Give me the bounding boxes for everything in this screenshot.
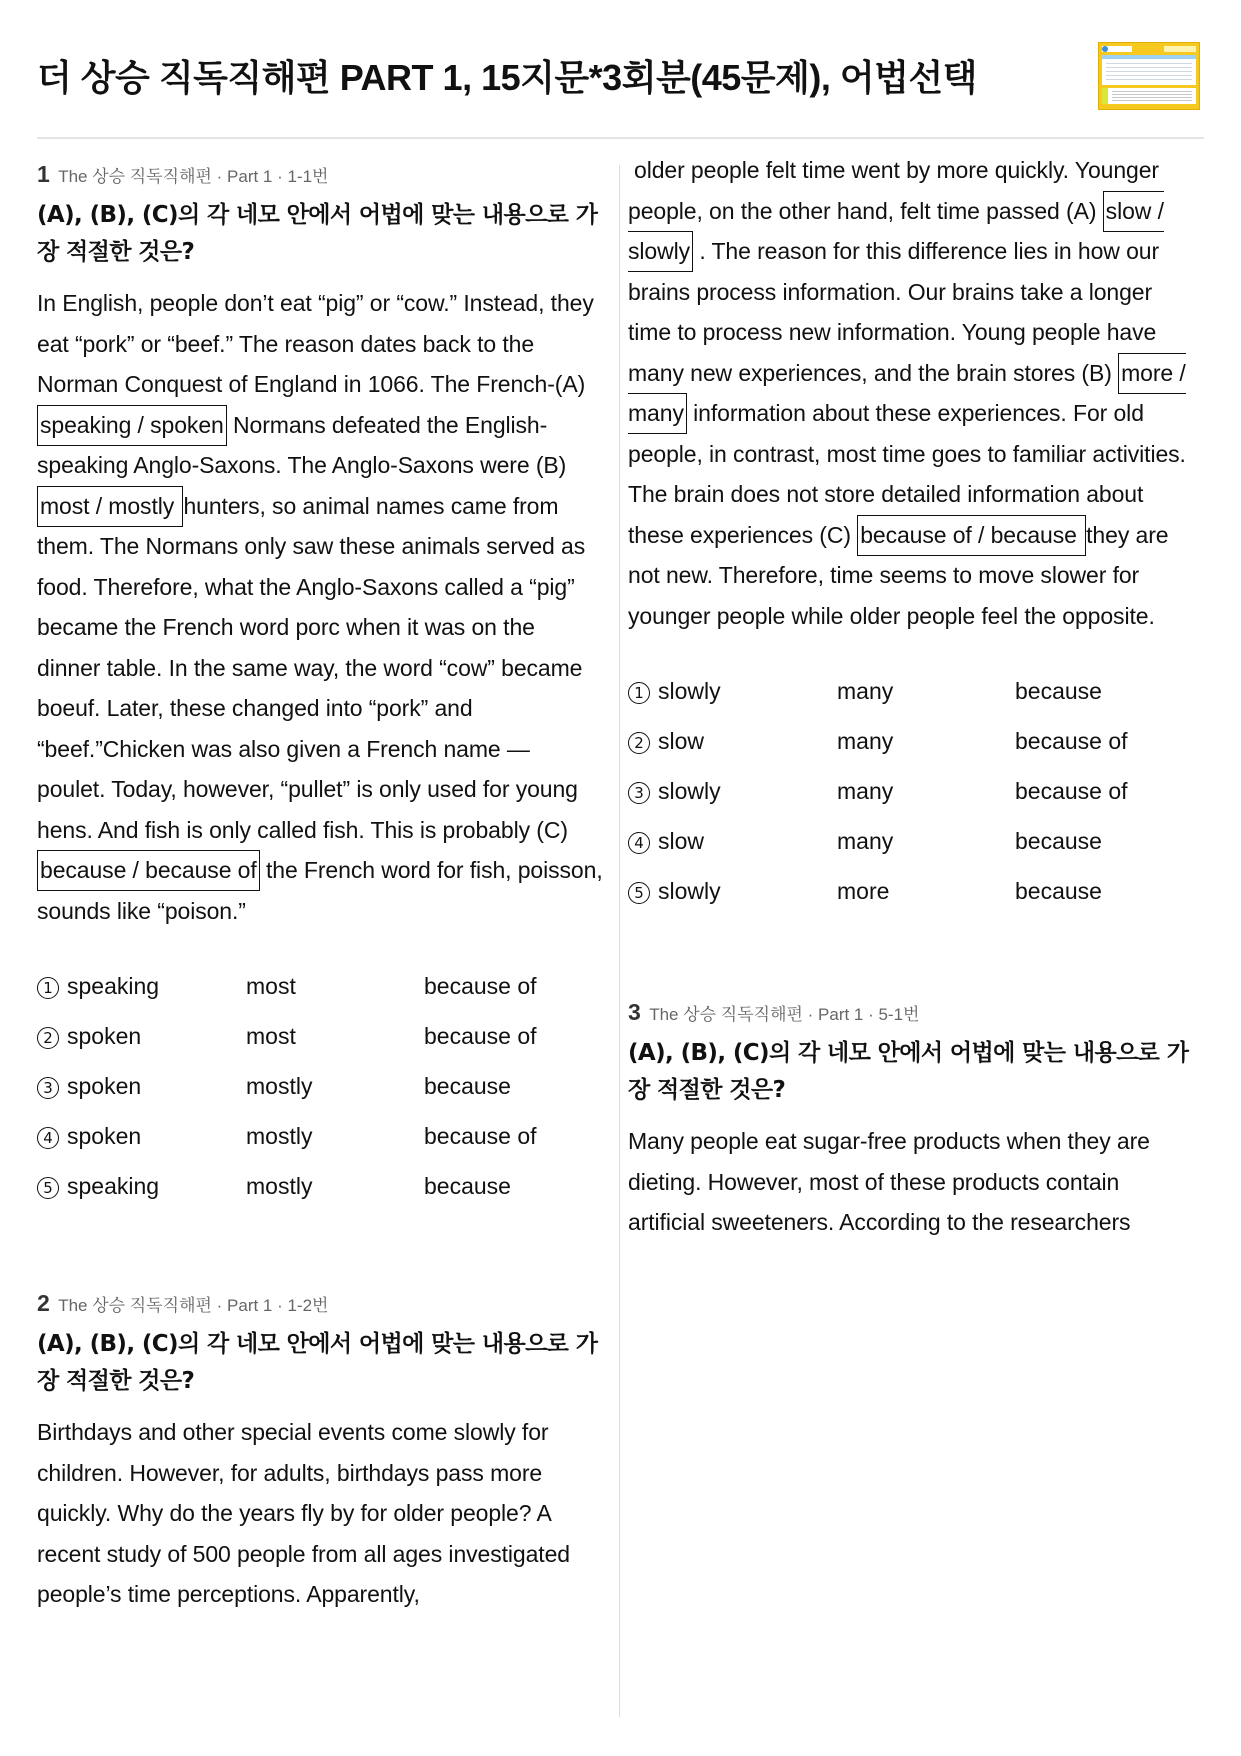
- choice-number-icon: 1: [628, 682, 650, 704]
- passage-text: In English, people don’t eat “pig” or “cow.” Instead, they eat “pork” or “beef.” The reason dates back to the Norman Conquest of England in 1066. The French-(A): [37, 290, 594, 397]
- column-divider: [619, 165, 620, 1717]
- choice-a: spoken: [67, 1072, 142, 1099]
- choice-c: because: [424, 1172, 511, 1199]
- header-divider: [37, 137, 1204, 139]
- choice-c: because of: [424, 1122, 537, 1149]
- question-source: The 상승 직독직해편 · Part 1 · 1-1번: [58, 167, 329, 186]
- passage-text: . The reason for this difference lies in how our brains process information. Our brains take a longer time to process new information. Young people have many new experiences, and the brain stores (B): [628, 238, 1160, 386]
- passage-text: hunters, so animal names came from them. The Normans only saw these animals served as food. Therefore, what the Anglo-Saxons called a “pig” became the French word porc when it was on the dinner table. In the same way, the word “cow” became boeuf. Later, these changed into “pork” and “beef.”Chicken was also given a French name — poulet. Today, however, “pullet” is only used for young hens. And fish is only called fish. This is probably (C): [37, 492, 586, 843]
- choice-option[interactable]: [37, 1011, 603, 1061]
- choice-a: slowly: [658, 777, 721, 804]
- question-3: [628, 998, 1200, 1243]
- thumbnail-table: [1102, 55, 1196, 85]
- choice-a: slowly: [658, 877, 721, 904]
- question-header: [628, 998, 1200, 1029]
- choice-number-icon: 4: [37, 1127, 59, 1149]
- blank-b-box: most / mostly: [37, 486, 183, 527]
- question-number: 1: [37, 161, 50, 187]
- choice-number-icon: 5: [628, 882, 650, 904]
- question-instruction: (A), (B), (C)의 각 네모 안에서 어법에 맞는 내용으로 가장 적절한 것은?: [37, 202, 598, 265]
- right-column: [628, 157, 1200, 1243]
- choice-b: most: [246, 1022, 296, 1049]
- blank-a-box: speaking / spoken: [37, 405, 227, 446]
- choice-option[interactable]: [37, 1111, 603, 1161]
- question-2-continued: [628, 150, 1200, 916]
- choice-b: mostly: [246, 1072, 313, 1099]
- choice-b: more: [837, 877, 890, 904]
- choice-b: many: [837, 827, 894, 854]
- choice-c: because of: [1015, 727, 1128, 754]
- choice-a: slowly: [658, 677, 721, 704]
- choice-option[interactable]: [37, 961, 603, 1011]
- choice-option[interactable]: [37, 1061, 603, 1111]
- question-passage: [628, 150, 1200, 636]
- question-passage: Birthdays and other special events come slowly for children. However, for adults, birthdays pass more quickly. Why do the years fly by for older people? A recent study of 500 people from all ages investigated people’s time perceptions. Apparently,: [37, 1419, 570, 1607]
- question-passage: [37, 283, 603, 931]
- question-number: 3: [628, 999, 641, 1025]
- choice-c: because: [1015, 877, 1102, 904]
- choice-c: because of: [424, 972, 537, 999]
- blank-c-box: because of / because: [857, 515, 1086, 556]
- question-instruction: (A), (B), (C)의 각 네모 안에서 어법에 맞는 내용으로 가장 적절한 것은?: [628, 1040, 1189, 1103]
- passage-text: Normans defeated the English-speaking Anglo-Saxons. The Anglo-Saxons were (B): [37, 411, 567, 478]
- passage-text: information about these experiences. For old people, in contrast, most time goes to familiar activities. The brain does not store detailed information about these experiences (C): [628, 400, 1186, 548]
- choice-number-icon: 2: [37, 1027, 59, 1049]
- question-1: [37, 160, 603, 1211]
- choice-a: spoken: [67, 1122, 142, 1149]
- choice-b: many: [837, 777, 894, 804]
- choice-c: because: [424, 1072, 511, 1099]
- choice-a: slow: [658, 827, 705, 854]
- choice-a: speaking: [67, 972, 160, 999]
- choice-number-icon: 2: [628, 732, 650, 754]
- choice-b: mostly: [246, 1122, 313, 1149]
- blank-c-box: because / because of: [37, 850, 260, 891]
- choice-b: most: [246, 972, 296, 999]
- answer-choices: [37, 961, 603, 1211]
- thumbnail-bottom: [1102, 88, 1196, 104]
- question-header: [37, 1289, 603, 1320]
- question-source: The 상승 직독직해편 · Part 1 · 5-1번: [649, 1005, 920, 1024]
- choice-option[interactable]: [628, 816, 1200, 866]
- answer-choices: [628, 666, 1200, 916]
- question-2: [37, 1289, 603, 1615]
- left-column: [37, 160, 603, 1615]
- passage-text: older people felt time went by more quickly. Younger people, on the other hand, felt time passed (A): [628, 157, 1159, 224]
- choice-option[interactable]: [628, 716, 1200, 766]
- blank-a-box: slow / slowly: [628, 191, 1164, 273]
- choice-c: because: [1015, 677, 1102, 704]
- passage-text: the French word for fish, poisson, sounds like “poison.”: [37, 857, 603, 924]
- choice-b: many: [837, 677, 894, 704]
- question-source: The 상승 직독직해편 · Part 1 · 1-2번: [58, 1296, 329, 1315]
- worksheet-thumbnail-icon: [1098, 42, 1200, 110]
- choice-option[interactable]: [628, 866, 1200, 916]
- page-title: 더 상승 직독직해편 PART 1, 15지문*3회분(45문제), 어법선택: [37, 57, 977, 98]
- choice-c: because of: [1015, 777, 1128, 804]
- choice-b: many: [837, 727, 894, 754]
- choice-b: mostly: [246, 1172, 313, 1199]
- choice-option[interactable]: [37, 1161, 603, 1211]
- choice-number-icon: 3: [37, 1077, 59, 1099]
- choice-a: spoken: [67, 1022, 142, 1049]
- blank-b-box: more / many: [628, 353, 1186, 435]
- thumbnail-logo: [1102, 46, 1132, 52]
- question-header: [37, 160, 603, 191]
- page-header: [37, 40, 1204, 140]
- choice-option[interactable]: [628, 666, 1200, 716]
- question-number: 2: [37, 1290, 50, 1316]
- question-passage: Many people eat sugar-free products when they are dieting. However, most of these products contain artificial sweeteners. According to the researchers: [628, 1128, 1150, 1235]
- choice-number-icon: 4: [628, 832, 650, 854]
- choice-number-icon: 1: [37, 977, 59, 999]
- thumbnail-tag: [1164, 46, 1196, 52]
- choice-option[interactable]: [628, 766, 1200, 816]
- choice-c: because of: [424, 1022, 537, 1049]
- choice-number-icon: 3: [628, 782, 650, 804]
- passage-text: they are not new. Therefore, time seems to move slower for younger people while older people feel the opposite.: [628, 521, 1169, 629]
- choice-number-icon: 5: [37, 1177, 59, 1199]
- choice-a: speaking: [67, 1172, 160, 1199]
- choice-a: slow: [658, 727, 705, 754]
- question-instruction: (A), (B), (C)의 각 네모 안에서 어법에 맞는 내용으로 가장 적절한 것은?: [37, 1331, 598, 1394]
- choice-c: because: [1015, 827, 1102, 854]
